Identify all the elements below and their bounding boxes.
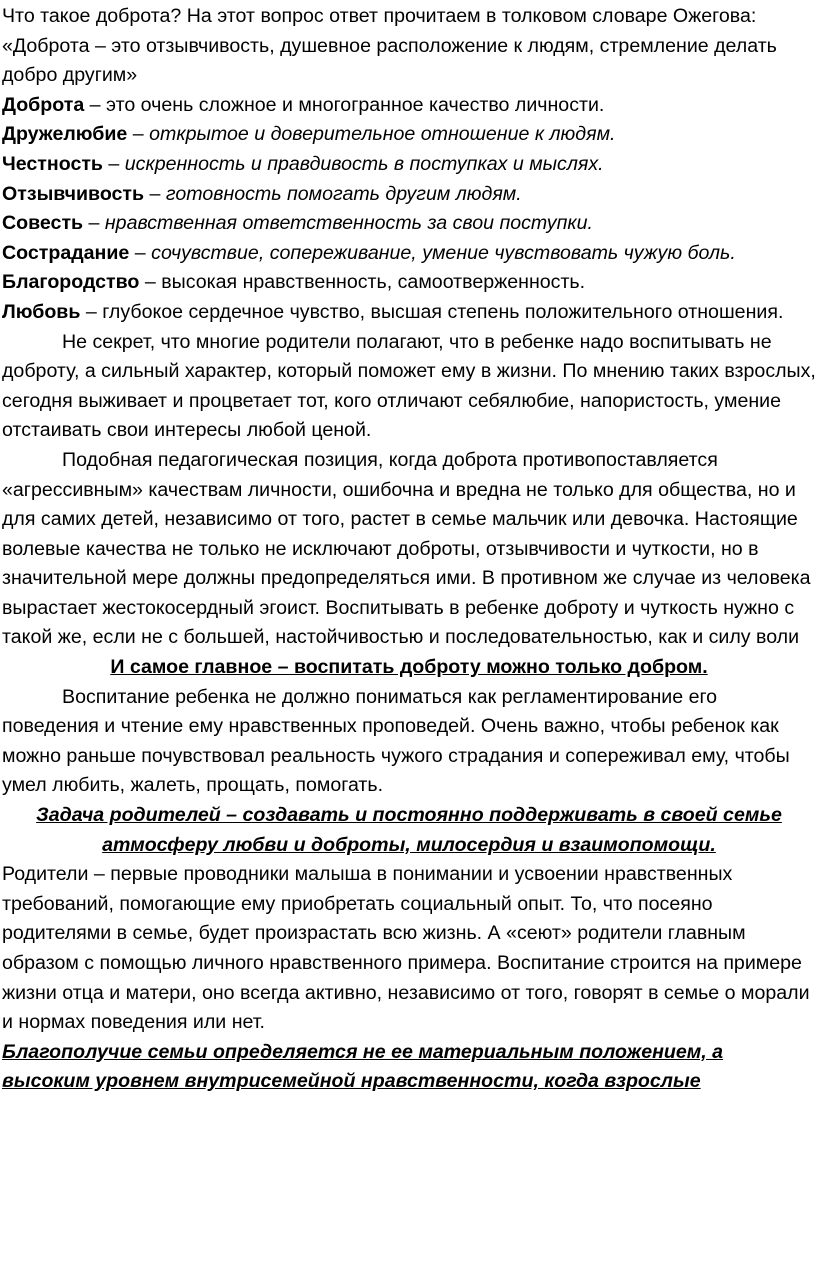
body-paragraph: Не секрет, что многие родители полагают, что в ребенке надо воспитывать не доброту, а сильный характер, который поможет ему в жизни. По мнению таких взрослых, сегодня выживает и процветает тот, кого отличают себялюбие, напористость, умение отстаивать свои интересы любой ценой. [2, 330, 816, 442]
definition-text: это очень сложное и многогранное качество личности. [106, 93, 605, 116]
definition-item: Сострадание – сочувствие, сопереживание, умение чувствовать чужую боль. [2, 241, 736, 264]
definition-text: нравственная ответственность за свои поступки. [104, 212, 593, 235]
definition-item: Совесть – нравственная ответственность за свои поступки. [2, 212, 593, 235]
definition-term: Дружелюбие [2, 123, 128, 146]
definition-item: Доброта – это очень сложное и многогранное качество личности. [2, 93, 605, 116]
definition-text: глубокое сердечное чувство, высшая степень положительного отношения. [102, 300, 784, 323]
definition-term: Отзывчивость [2, 182, 145, 205]
section-heading: Благополучие семьи определяется не ее материальным положением, а высоким уровнем внутрисемейной нравственности, когда взрослые [2, 1040, 724, 1093]
definition-term: Благородство [2, 271, 140, 294]
section-heading: Задача родителей – создавать и постоянно поддерживать в своей семье атмосферу любви и доброты, милосердия и взаимопомощи. [36, 804, 782, 856]
definition-item: Честность – искренность и правдивость в поступках и мыслях. [2, 152, 604, 175]
definition-text: искренность и правдивость в поступках и мыслях. [124, 152, 604, 175]
definition-term: Любовь [2, 300, 81, 323]
definition-item: Отзывчивость – готовность помогать другим людям. [2, 182, 522, 205]
body-paragraph: Подобная педагогическая позиция, когда доброта противопоставляется «агрессивным» качествам личности, ошибочна и вредна не только для общества, но и для самих детей, независимо от того, растет в семье мальчик или девочка. Настоящие волевые качества не только не исключают доброты, отзывчивости и чуткости, но в значительной мере должны предопределяться ими. В противном же случае из человека вырастает жестокосердный эгоист. Воспитывать в ребенке доброту и чуткость нужно с такой же, если не с большей, настойчивостью и последовательностью, как и силу воли [2, 448, 811, 649]
definition-term: Честность [2, 152, 103, 175]
definition-term: Совесть [2, 212, 84, 235]
definition-text: открытое и доверительное отношение к людям. [149, 123, 616, 146]
definition-term: Сострадание [2, 241, 130, 264]
body-paragraph: Родители – первые проводники малыша в понимании и усвоении нравственных требований, помогающие ему приобретать социальный опыт. То, что посеяно родителями в семье, будет произрастать всю жизнь. А «сеют» родители главным образом с помощью личного нравственного примера. Воспитание строится на примере жизни отца и матери, оно всегда активно, независимо от того, говорят в семье о морали и нормах поведения или нет. [2, 863, 810, 1034]
definition-text: сочувствие, сопереживание, умение чувствовать чужую боль. [151, 241, 736, 264]
definition-item: Любовь – глубокое сердечное чувство, высшая степень положительного отношения. [2, 300, 784, 323]
definition-text: готовность помогать другим людям. [165, 182, 522, 205]
definitions-list [0, 91, 816, 328]
section-heading: И самое главное – воспитать доброту можно только добром. [110, 656, 708, 679]
definition-item: Благородство – высокая нравственность, самоотверженность. [2, 271, 586, 294]
body-paragraph: Воспитание ребенка не должно пониматься как регламентирование его поведения и чтение ему нравственных проповедей. Очень важно, чтобы ребенок как можно раньше почувствовал реальность чужого страдания и сопереживал ему, чтобы умел любить, жалеть, прощать, помогать. [2, 685, 790, 797]
definition-text: высокая нравственность, самоотверженность. [161, 271, 586, 294]
definition-item: Дружелюбие – открытое и доверительное отношение к людям. [2, 123, 616, 146]
intro-paragraph: Что такое доброта? На этот вопрос ответ прочитаем в толковом словаре Ожегова: «Доброта – это отзывчивость, душевное расположение к людям, стремление делать добро другим» [2, 5, 777, 87]
definition-term: Доброта [2, 93, 85, 116]
